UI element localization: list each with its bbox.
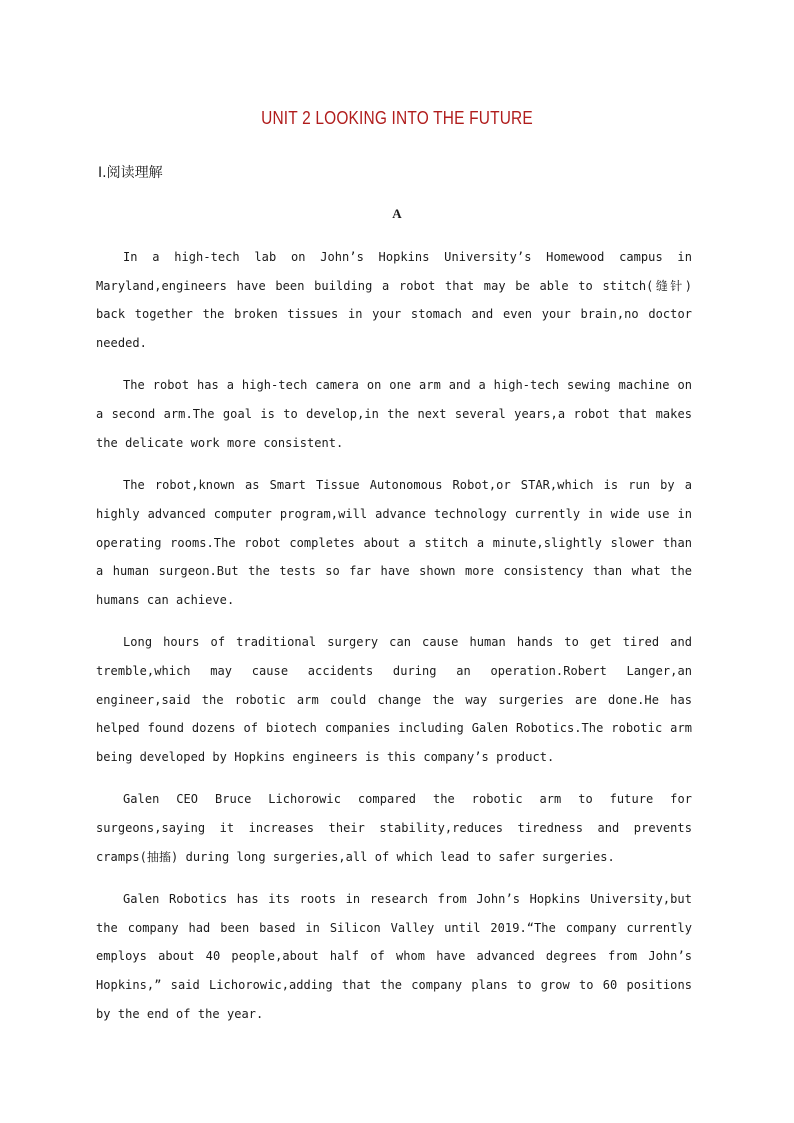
- paragraph: The robot,known as Smart Tissue Autonomous Robot,or STAR,which is run by a highly advanced computer program,will advance technology currently in wide use in operating rooms.The robot completes about a stitch a minute,slightly slower than a human surgeon.But the tests so far have shown more consistency than what the humans can achieve.: [96, 478, 692, 607]
- paragraph: In a high-tech lab on John’s Hopkins University’s Homewood campus in Maryland,engineers have been building a robot that may be able to stitch(缝针) back together the broken tissues in your stomach and even your brain,no doctor needed.: [96, 250, 692, 351]
- unit-title: UNIT 2 LOOKING INTO THE FUTURE: [261, 108, 533, 128]
- paragraph: Galen CEO Bruce Lichorowic compared the robotic arm to future for surgeons,saying it increases their stability,reduces tiredness and prevents cramps(抽搐) during long surgeries,all of which lead to safer surgeries.: [96, 792, 692, 864]
- section-heading: Ⅰ.阅读理解: [98, 165, 163, 181]
- passage-label: A: [392, 206, 402, 221]
- paragraph: Long hours of traditional surgery can cause human hands to get tired and tremble,which may cause accidents during an operation.Robert Langer,an engineer,said the robotic arm could change the way surgeries are done.He has helped found dozens of biotech companies including Galen Robotics.The robotic arm being developed by Hopkins engineers is this company’s product.: [96, 635, 692, 765]
- paragraph: The robot has a high-tech camera on one arm and a high-tech sewing machine on a second arm.The goal is to develop,in the next several years,a robot that makes the delicate work more consistent.: [96, 378, 692, 450]
- passage-body: [96, 243, 692, 1042]
- paragraph: Galen Robotics has its roots in research from John’s Hopkins University,but the company had been based in Silicon Valley until 2019.“The company currently employs about 40 people,about half of whom have advanced degrees from John’s Hopkins,” said Lichorowic,adding that the company plans to grow to 60 positions by the end of the year.: [96, 892, 692, 1021]
